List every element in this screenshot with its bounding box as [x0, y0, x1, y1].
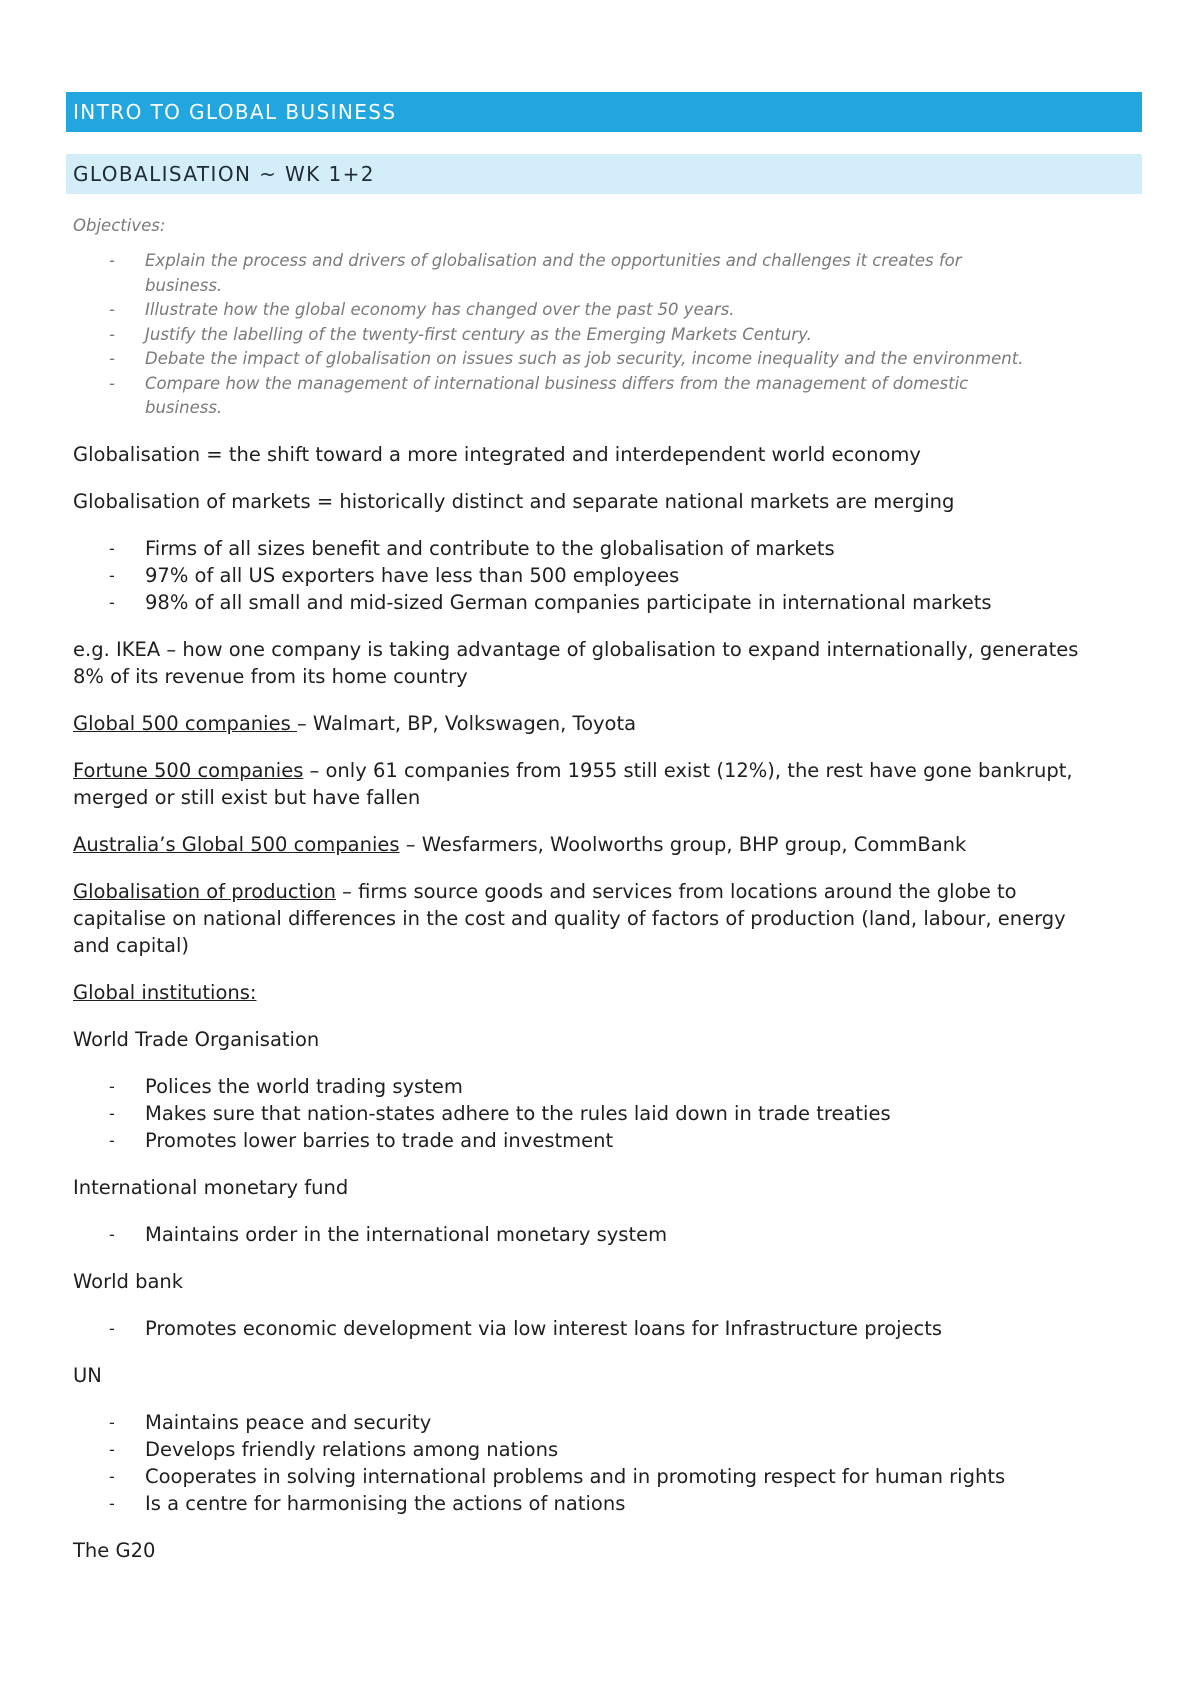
objective-item: - Compare how the management of international business differs from the management of domestic: [109, 373, 969, 393]
list-item: - 98% of all small and mid-sized German companies participate in international markets: [109, 590, 992, 614]
section-banner: [66, 154, 1142, 194]
objective-item: - Explain the process and drivers of globalisation and the opportunities and challenges it creates for: [109, 251, 962, 270]
fortune-500-heading: Fortune 500 companies: [73, 758, 304, 782]
section-title: GLOBALISATION ~ WK 1+2: [73, 162, 375, 186]
document-content: [66, 92, 1142, 1564]
world-bank-bullets: [66, 1315, 1142, 1342]
un-heading: UN: [73, 1363, 102, 1387]
world-bank-heading: World bank: [73, 1269, 184, 1293]
objective-item-continued: business.: [145, 398, 223, 417]
objectives-list: [66, 249, 1142, 421]
objective-item: - Illustrate how the global economy has changed over the past 50 years.: [109, 300, 735, 319]
production-paragraph: Globalisation of production – firms source goods and services from locations around the globe to capitalise on national differences in the cost and quality of factors of production (land, labour, energy and capital): [73, 879, 1066, 957]
objective-item-continued: business.: [145, 275, 223, 295]
fortune-500-paragraph: Fortune 500 companies – only 61 companies from 1955 still exist (12%), the rest have gone bankrupt, merged or still exist but have fallen: [73, 758, 1073, 809]
list-item: - Cooperates in solving international problems and in promoting respect for human rights: [109, 1464, 1006, 1488]
objectives-label: Objectives:: [73, 216, 166, 235]
un-bullets: [66, 1409, 1142, 1517]
ikea-example: e.g. IKEA – how one company is taking advantage of globalisation to expand internationally, generates 8% of its revenue from its home country: [73, 637, 1079, 688]
list-item: - Promotes lower barries to trade and investment: [109, 1128, 614, 1152]
title-banner: [66, 92, 1142, 132]
g20-heading: The G20: [73, 1538, 156, 1562]
list-item: - Firms of all sizes benefit and contribute to the globalisation of markets: [109, 536, 835, 560]
page-title: INTRO TO GLOBAL BUSINESS: [73, 100, 397, 124]
australia-500-paragraph: Australia’s Global 500 companies – Wesfarmers, Woolworths group, BHP group, CommBank: [73, 832, 967, 856]
list-item: - Maintains peace and security: [109, 1410, 432, 1434]
list-item: - Maintains order in the international monetary system: [109, 1222, 668, 1246]
list-item: - Develops friendly relations among nations: [109, 1437, 559, 1461]
global-500-paragraph: Global 500 companies – Walmart, BP, Volkswagen, Toyota: [73, 711, 637, 735]
wto-bullets: [66, 1073, 1142, 1154]
objective-item: - Justify the labelling of the twenty-first century as the Emerging Markets Century.: [109, 324, 812, 344]
list-item: - Promotes economic development via low interest loans for Infrastructure projects: [109, 1316, 943, 1340]
imf-bullets: [66, 1221, 1142, 1248]
production-heading: Globalisation of production: [73, 879, 336, 903]
globalisation-definition: Globalisation = the shift toward a more integrated and interdependent world economy: [73, 442, 921, 466]
global-500-heading: Global 500 companies: [73, 711, 297, 735]
objective-item: - Debate the impact of globalisation on issues such as job security, income inequality and the environment.: [109, 349, 1024, 368]
list-item: - Makes sure that nation-states adhere to the rules laid down in trade treaties: [109, 1101, 891, 1125]
australia-500-heading: Australia’s Global 500 companies: [73, 832, 400, 856]
markets-definition: Globalisation of markets = historically distinct and separate national markets are merging: [73, 489, 955, 513]
global-institutions-heading: Global institutions:: [73, 980, 257, 1004]
wto-heading: World Trade Organisation: [73, 1027, 320, 1051]
list-item: - Polices the world trading system: [109, 1074, 463, 1098]
list-item: - Is a centre for harmonising the actions of nations: [109, 1491, 626, 1515]
list-item: - 97% of all US exporters have less than 500 employees: [109, 563, 680, 587]
imf-heading: International monetary fund: [73, 1175, 349, 1199]
markets-bullets: [66, 535, 1142, 616]
